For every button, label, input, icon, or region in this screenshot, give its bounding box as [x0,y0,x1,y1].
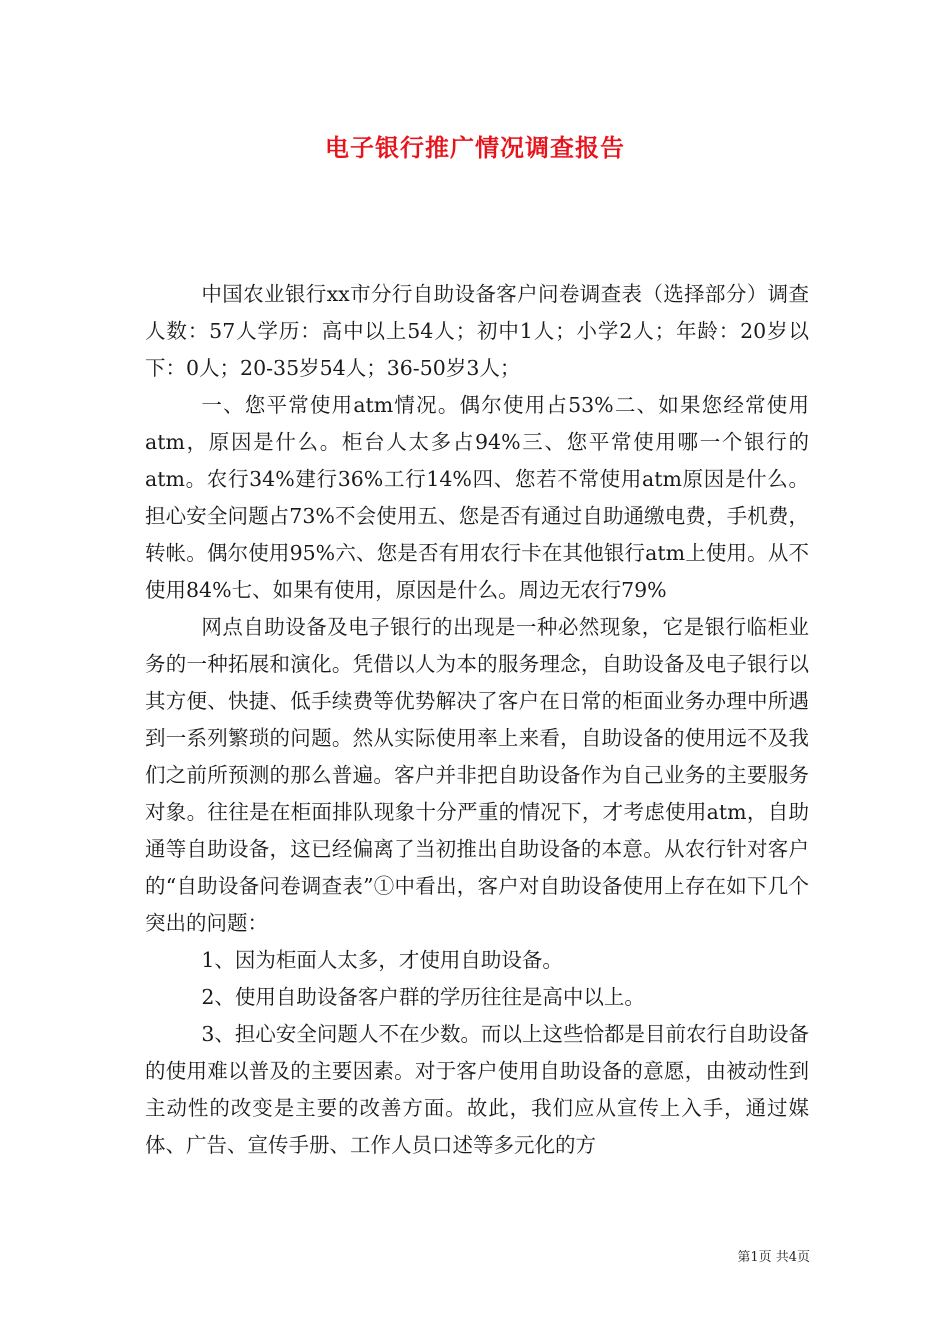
document-title: 电子银行推广情况调查报告 [325,134,625,162]
paragraph-issue-1: 1、因为柜面人太多，才使用自助设备。 [201,948,563,972]
paragraph-issue-3: 3、担心安全问题人不在少数。而以上这些恰都是目前农行自助设备的使用难以普及的主要因素。对于客户使用自助设备的意愿，由被动性到主动性的改变是主要的改善方面。故此，我们应从宣传上入手，通过媒体、广告、宣传手册、工作人员口述等多元化的方 [145,1022,809,1157]
document-body [145,276,809,1164]
page-number: 第1页 共4页 [737,1250,810,1265]
paragraph-analysis: 网点自助设备及电子银行的出现是一种必然现象，它是银行临柜业务的一种拓展和演化。凭借以人为本的服务理念，自助设备及电子银行以其方便、快捷、低手续费等优势解决了客户在日常的柜面业务办理中所遇到一系列繁琐的问题。然从实际使用率上来看，自助设备的使用远不及我们之前所预测的那么普遍。客户并非把自助设备作为自己业务的主要服务对象。往往是在柜面排队现象十分严重的情况下，才考虑使用atm，自助通等自助设备，这已经偏离了当初推出自助设备的本意。从农行针对客户的“自助设备问卷调查表”①中看出，客户对自助设备使用上存在如下几个突出的问题： [145,615,809,935]
paragraph-issue-2: 2、使用自助设备客户群的学历往往是高中以上。 [201,985,645,1009]
paragraph-survey-results: 一、您平常使用atm情况。偶尔使用占53%二、如果您经常使用atm，原因是什么。柜台人太多占94%三、您平常使用哪一个银行的atm。农行34%建行36%工行14%四、您若不常使用atm原因是什么。担心安全问题占73%不会使用五、您是否有通过自助通缴电费，手机费，转帐。偶尔使用95%六、您是否有用农行卡在其他银行atm上使用。从不使用84%七、如果有使用，原因是什么。周边无农行79% [145,393,809,602]
paragraph-survey-intro: 中国农业银行xx市分行自助设备客户问卷调查表（选择部分）调查人数：57人学历：高中以上54人；初中1人；小学2人；年龄：20岁以下：0人；20-35岁54人；36-50岁3人； [145,282,809,380]
